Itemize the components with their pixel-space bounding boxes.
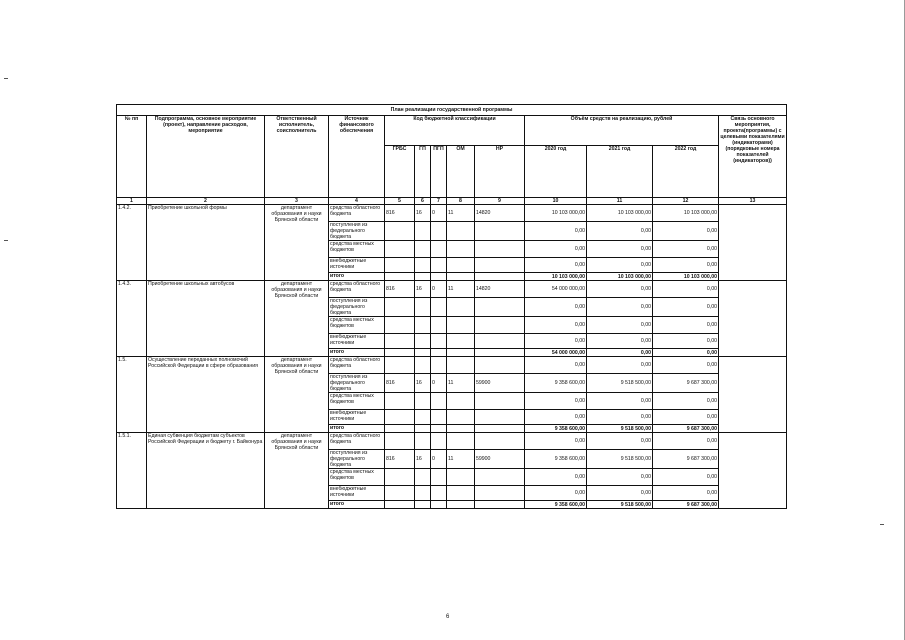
block-link <box>719 281 787 357</box>
header-name: Подпрограмма, основное мероприятие (проект), направление расходов, мероприятие <box>147 116 265 198</box>
code-grbs <box>385 241 415 258</box>
source-label: итого <box>329 425 385 433</box>
code-grbs <box>385 349 415 357</box>
code-gp <box>415 298 431 317</box>
amount-2021: 0,00 <box>587 349 653 357</box>
code-grbs <box>385 334 415 349</box>
code-grbs <box>385 273 415 281</box>
amount-2020: 0,00 <box>525 486 587 501</box>
code-nr <box>475 501 525 509</box>
amount-2020: 9 358 600,00 <box>525 374 587 393</box>
column-number: 9 <box>475 198 525 205</box>
code-pgp <box>431 425 447 433</box>
code-pgp <box>431 241 447 258</box>
code-om <box>447 433 475 450</box>
code-om <box>447 469 475 486</box>
code-gp <box>415 410 431 425</box>
block-number: 1.4.3. <box>117 281 147 357</box>
code-om: 11 <box>447 374 475 393</box>
code-grbs: 816 <box>385 281 415 298</box>
code-gp <box>415 433 431 450</box>
header-2021: 2021 год <box>587 146 653 198</box>
source-label: средства областного бюджета <box>329 433 385 450</box>
code-grbs <box>385 425 415 433</box>
code-gp <box>415 393 431 410</box>
code-gp <box>415 241 431 258</box>
code-nr <box>475 425 525 433</box>
code-pgp <box>431 334 447 349</box>
header-executor: Ответственный исполнитель, соисполнитель <box>265 116 329 198</box>
code-pgp <box>431 222 447 241</box>
column-number: 11 <box>587 198 653 205</box>
amount-2020: 9 358 600,00 <box>525 425 587 433</box>
table-row <box>117 205 787 222</box>
column-number: 2 <box>147 198 265 205</box>
source-label: средства местных бюджетов <box>329 393 385 410</box>
code-om <box>447 425 475 433</box>
code-grbs <box>385 298 415 317</box>
code-nr: 14820 <box>475 205 525 222</box>
code-om: 11 <box>447 450 475 469</box>
amount-2022: 0,00 <box>653 258 719 273</box>
header-nr: НР <box>475 146 525 198</box>
column-number: 12 <box>653 198 719 205</box>
code-nr <box>475 357 525 374</box>
code-grbs <box>385 486 415 501</box>
code-om <box>447 486 475 501</box>
code-nr <box>475 258 525 273</box>
code-gp: 16 <box>415 281 431 298</box>
code-om <box>447 334 475 349</box>
header-volume: Объём средств на реализацию, рублей <box>525 116 719 146</box>
amount-2021: 9 518 500,00 <box>587 450 653 469</box>
margin-tick <box>880 524 884 525</box>
amount-2021: 0,00 <box>587 486 653 501</box>
source-label: поступления из федерального бюджета <box>329 298 385 317</box>
page-number: 6 <box>446 614 450 620</box>
code-pgp <box>431 357 447 374</box>
table-row <box>117 357 787 374</box>
code-grbs <box>385 469 415 486</box>
amount-2021: 0,00 <box>587 258 653 273</box>
code-om <box>447 273 475 281</box>
code-pgp <box>431 393 447 410</box>
code-pgp <box>431 258 447 273</box>
code-grbs <box>385 393 415 410</box>
code-om <box>447 241 475 258</box>
source-label: средства областного бюджета <box>329 205 385 222</box>
code-nr <box>475 410 525 425</box>
source-label: поступления из федерального бюджета <box>329 450 385 469</box>
block-link <box>719 357 787 433</box>
code-grbs <box>385 433 415 450</box>
source-label: средства местных бюджетов <box>329 241 385 258</box>
code-gp <box>415 349 431 357</box>
code-nr <box>475 393 525 410</box>
code-gp <box>415 486 431 501</box>
code-grbs <box>385 410 415 425</box>
code-grbs <box>385 222 415 241</box>
code-nr <box>475 433 525 450</box>
amount-2020: 54 000 000,00 <box>525 349 587 357</box>
amount-2020: 0,00 <box>525 298 587 317</box>
code-nr <box>475 317 525 334</box>
block-number: 1.5. <box>117 357 147 433</box>
header-source: Источник финансового обеспечения <box>329 116 385 198</box>
code-om <box>447 410 475 425</box>
column-number: 6 <box>415 198 431 205</box>
column-number: 10 <box>525 198 587 205</box>
code-om <box>447 349 475 357</box>
block-link <box>719 433 787 509</box>
source-label: поступления из федерального бюджета <box>329 222 385 241</box>
margin-tick <box>4 78 8 79</box>
amount-2020: 0,00 <box>525 393 587 410</box>
column-number: 8 <box>447 198 475 205</box>
amount-2021: 0,00 <box>587 334 653 349</box>
amount-2021: 0,00 <box>587 410 653 425</box>
header-budget-code: Код бюджетной классификации <box>385 116 525 146</box>
column-number: 1 <box>117 198 147 205</box>
amount-2021: 0,00 <box>587 469 653 486</box>
column-number: 7 <box>431 198 447 205</box>
source-label: поступления из федерального бюджета <box>329 374 385 393</box>
amount-2021: 0,00 <box>587 433 653 450</box>
code-om: 11 <box>447 205 475 222</box>
code-om <box>447 222 475 241</box>
code-grbs <box>385 258 415 273</box>
code-gp: 16 <box>415 205 431 222</box>
header-grbs: ГРБС <box>385 146 415 198</box>
code-gp <box>415 273 431 281</box>
amount-2022: 10 103 000,00 <box>653 205 719 222</box>
amount-2021: 0,00 <box>587 357 653 374</box>
code-grbs: 816 <box>385 205 415 222</box>
header-link: Связь основного мероприятия, проекта(программы) с целевыми показателями (индикаторами) (порядковые номера показателей (индикаторов)) <box>719 116 787 198</box>
code-nr <box>475 334 525 349</box>
amount-2022: 0,00 <box>653 410 719 425</box>
code-pgp <box>431 433 447 450</box>
code-om <box>447 258 475 273</box>
source-label: внебюджетные источники <box>329 410 385 425</box>
code-pgp <box>431 349 447 357</box>
code-gp <box>415 425 431 433</box>
code-pgp <box>431 273 447 281</box>
code-gp <box>415 334 431 349</box>
amount-2021: 10 103 000,00 <box>587 205 653 222</box>
amount-2022: 0,00 <box>653 433 719 450</box>
code-om <box>447 298 475 317</box>
block-name: Приобретение школьной формы <box>147 205 265 281</box>
code-gp: 16 <box>415 374 431 393</box>
code-om <box>447 317 475 334</box>
code-pgp <box>431 317 447 334</box>
block-executor: департамент образования и науки Брянской области <box>265 281 329 357</box>
amount-2020: 0,00 <box>525 258 587 273</box>
amount-2021: 0,00 <box>587 298 653 317</box>
code-pgp <box>431 410 447 425</box>
amount-2020: 0,00 <box>525 433 587 450</box>
code-gp <box>415 501 431 509</box>
block-executor: департамент образования и науки Брянской области <box>265 433 329 509</box>
source-label: итого <box>329 273 385 281</box>
code-nr: 59900 <box>475 374 525 393</box>
header-om: ОМ <box>447 146 475 198</box>
code-om: 11 <box>447 281 475 298</box>
amount-2021: 9 518 500,00 <box>587 374 653 393</box>
code-grbs <box>385 357 415 374</box>
code-om <box>447 501 475 509</box>
amount-2022: 0,00 <box>653 357 719 374</box>
amount-2020: 9 358 600,00 <box>525 501 587 509</box>
block-executor: департамент образования и науки Брянской области <box>265 357 329 433</box>
block-executor: департамент образования и науки Брянской области <box>265 205 329 281</box>
amount-2022: 0,00 <box>653 334 719 349</box>
amount-2021: 0,00 <box>587 241 653 258</box>
amount-2020: 10 103 000,00 <box>525 273 587 281</box>
column-number: 4 <box>329 198 385 205</box>
code-gp <box>415 222 431 241</box>
block-number: 1.4.2. <box>117 205 147 281</box>
code-pgp: 0 <box>431 281 447 298</box>
amount-2020: 0,00 <box>525 241 587 258</box>
amount-2022: 0,00 <box>653 241 719 258</box>
amount-2021: 0,00 <box>587 393 653 410</box>
amount-2020: 0,00 <box>525 357 587 374</box>
code-pgp: 0 <box>431 205 447 222</box>
code-pgp <box>431 486 447 501</box>
source-label: средства областного бюджета <box>329 357 385 374</box>
amount-2022: 10 103 000,00 <box>653 273 719 281</box>
source-label: внебюджетные источники <box>329 334 385 349</box>
amount-2022: 9 687 300,00 <box>653 450 719 469</box>
source-label: внебюджетные источники <box>329 258 385 273</box>
block-number: 1.5.1. <box>117 433 147 509</box>
amount-2021: 10 103 000,00 <box>587 273 653 281</box>
column-number: 5 <box>385 198 415 205</box>
code-gp <box>415 317 431 334</box>
source-label: итого <box>329 349 385 357</box>
source-label: внебюджетные источники <box>329 486 385 501</box>
amount-2020: 0,00 <box>525 410 587 425</box>
amount-2022: 0,00 <box>653 393 719 410</box>
table-title: План реализации государственной программы <box>117 105 787 116</box>
code-pgp: 0 <box>431 450 447 469</box>
amount-2022: 9 687 300,00 <box>653 501 719 509</box>
amount-2020: 0,00 <box>525 334 587 349</box>
amount-2021: 0,00 <box>587 317 653 334</box>
amount-2022: 0,00 <box>653 317 719 334</box>
code-pgp <box>431 298 447 317</box>
amount-2022: 0,00 <box>653 469 719 486</box>
amount-2020: 10 103 000,00 <box>525 205 587 222</box>
block-link <box>719 205 787 281</box>
block-name: Единая субвенция бюджетам субъектов Российской Федерации и бюджету г. Байконура <box>147 433 265 509</box>
block-name: Приобретение школьных автобусов <box>147 281 265 357</box>
header-2022: 2022 год <box>653 146 719 198</box>
source-label: средства местных бюджетов <box>329 317 385 334</box>
code-nr <box>475 298 525 317</box>
amount-2021: 9 518 500,00 <box>587 425 653 433</box>
code-pgp: 0 <box>431 374 447 393</box>
code-grbs <box>385 317 415 334</box>
code-nr <box>475 469 525 486</box>
amount-2022: 9 687 300,00 <box>653 374 719 393</box>
header-num: № пп <box>117 116 147 198</box>
amount-2022: 0,00 <box>653 486 719 501</box>
code-om <box>447 357 475 374</box>
amount-2020: 0,00 <box>525 469 587 486</box>
code-grbs: 816 <box>385 374 415 393</box>
code-nr <box>475 486 525 501</box>
amount-2022: 0,00 <box>653 298 719 317</box>
amount-2021: 0,00 <box>587 281 653 298</box>
amount-2020: 54 000 000,00 <box>525 281 587 298</box>
margin-tick <box>4 240 8 241</box>
amount-2022: 0,00 <box>653 281 719 298</box>
amount-2020: 0,00 <box>525 317 587 334</box>
table-row <box>117 433 787 450</box>
code-nr: 14820 <box>475 281 525 298</box>
header-pgp: ПГП <box>431 146 447 198</box>
amount-2020: 0,00 <box>525 222 587 241</box>
header-2020: 2020 год <box>525 146 587 198</box>
code-nr <box>475 241 525 258</box>
code-pgp <box>431 501 447 509</box>
code-nr <box>475 222 525 241</box>
source-label: средства местных бюджетов <box>329 469 385 486</box>
code-gp <box>415 469 431 486</box>
code-pgp <box>431 469 447 486</box>
table-row <box>117 281 787 298</box>
block-name: Осуществление переданных полномочий Российской Федерации в сфере образования <box>147 357 265 433</box>
source-label: итого <box>329 501 385 509</box>
amount-2022: 0,00 <box>653 222 719 241</box>
amount-2022: 9 687 300,00 <box>653 425 719 433</box>
code-grbs: 816 <box>385 450 415 469</box>
column-number: 3 <box>265 198 329 205</box>
code-nr: 59900 <box>475 450 525 469</box>
amount-2021: 9 518 500,00 <box>587 501 653 509</box>
amount-2021: 0,00 <box>587 222 653 241</box>
code-gp <box>415 258 431 273</box>
code-om <box>447 393 475 410</box>
code-gp <box>415 357 431 374</box>
column-number: 13 <box>719 198 787 205</box>
amount-2022: 0,00 <box>653 349 719 357</box>
code-nr <box>475 273 525 281</box>
source-label: средства областного бюджета <box>329 281 385 298</box>
code-nr <box>475 349 525 357</box>
code-grbs <box>385 501 415 509</box>
implementation-plan-table <box>116 104 787 509</box>
header-gp: ГП <box>415 146 431 198</box>
amount-2020: 9 358 600,00 <box>525 450 587 469</box>
code-gp: 16 <box>415 450 431 469</box>
